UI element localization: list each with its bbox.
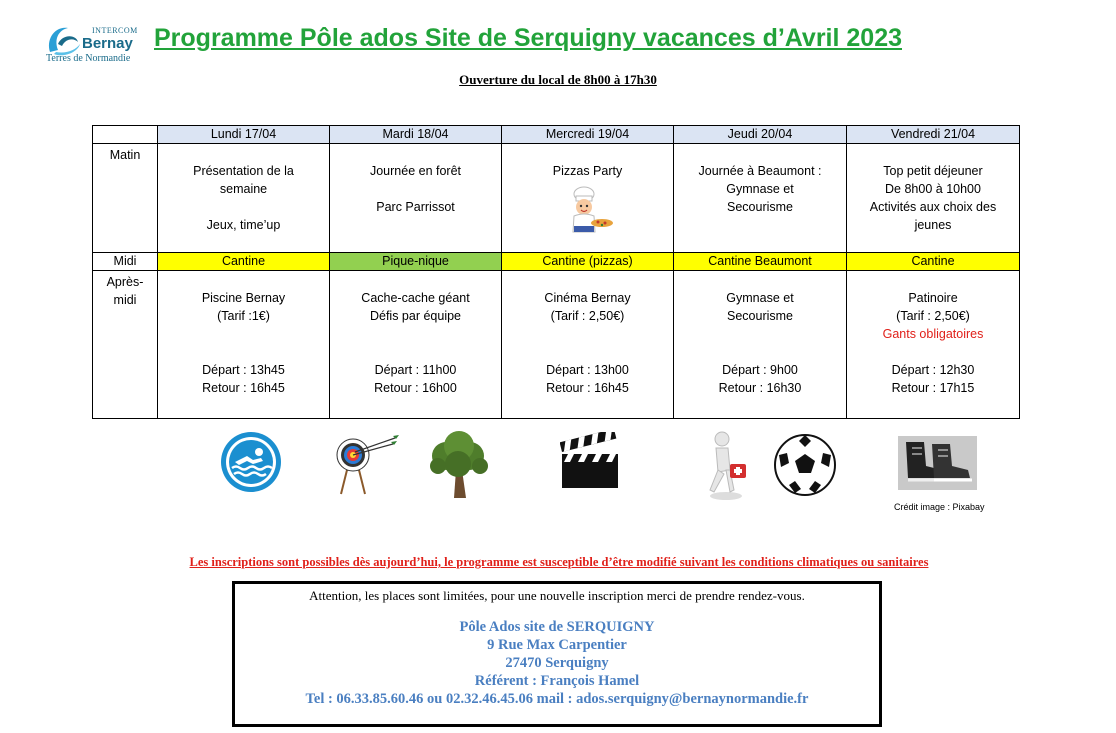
afternoon-cell-thursday — [674, 271, 847, 419]
first-aid-runner-icon — [700, 430, 752, 502]
cell-line: Présentation de la — [193, 164, 294, 178]
contact-street: 9 Rue Max Carpentier — [487, 637, 627, 653]
contact-city: 27470 Serquigny — [505, 655, 609, 671]
cell-line — [330, 180, 501, 198]
return-time: Retour : 16h45 — [202, 381, 285, 395]
afternoon-row — [93, 271, 1020, 419]
swimming-icon — [219, 430, 283, 494]
cell-line: Parc Parrissot — [376, 200, 455, 214]
row-label-apres-midi — [93, 271, 158, 419]
morning-cell-tuesday — [330, 144, 502, 253]
contact-box — [232, 581, 882, 727]
morning-cell-thursday — [674, 144, 847, 253]
afternoon-cell-wednesday — [502, 271, 674, 419]
page-title-text: Programme Pôle ados Site de Serquigny vacances d’Avril 2023 — [154, 24, 902, 52]
return-time: Retour : 16h00 — [374, 381, 457, 395]
morning-cell-friday — [847, 144, 1020, 253]
departure-time: Départ : 11h00 — [374, 363, 457, 377]
contact-details — [235, 618, 879, 708]
logo-intercom-text: INTERCOM — [92, 26, 138, 35]
day-header-row — [93, 126, 1020, 144]
morning-cell-monday — [158, 144, 330, 253]
corner-cell — [93, 126, 158, 144]
cell-line: Top petit déjeuner — [883, 164, 983, 178]
lunch-row — [93, 253, 1020, 271]
cell-line: Gymnase et — [726, 291, 794, 305]
departure-time: Départ : 9h00 — [722, 363, 798, 377]
row-label-midi: Midi — [93, 253, 158, 271]
cell-line: Activités aux choix des — [869, 200, 997, 214]
lunch-cell-friday: Cantine — [847, 253, 1020, 271]
row-label-matin: Matin — [93, 144, 158, 253]
cell-line: jeunes — [914, 218, 952, 232]
cell-line: Secourisme — [727, 309, 793, 323]
chef-pizza-icon — [562, 186, 614, 234]
cell-line: Gymnase et — [726, 182, 794, 196]
departure-time: Départ : 13h00 — [546, 363, 629, 377]
cell-line: Journée à Beaumont : — [698, 164, 822, 178]
schedule-table — [92, 125, 1020, 419]
cell-line: Pizzas Party — [552, 164, 623, 178]
cell-line: De 8h00 à 10h00 — [885, 182, 981, 196]
clapperboard-icon — [560, 432, 622, 490]
day-header-wednesday: Mercredi 19/04 — [502, 126, 674, 144]
day-header-monday: Lundi 17/04 — [158, 126, 330, 144]
departure-time: Départ : 12h30 — [891, 363, 975, 377]
registration-notice — [0, 555, 1116, 570]
ice-skates-icon — [898, 436, 977, 490]
cell-line: Défis par équipe — [369, 309, 462, 323]
gloves-warning: Gants obligatoires — [882, 327, 984, 341]
cell-line: (Tarif : 2,50€) — [896, 309, 970, 323]
row-label-line: midi — [113, 293, 137, 307]
cell-line: Secourisme — [727, 200, 793, 214]
cell-line: semaine — [219, 182, 268, 196]
opening-hours: Ouverture du local de 8h00 à 17h30 — [459, 72, 657, 87]
page-title — [0, 24, 1116, 53]
lunch-cell-thursday: Cantine Beaumont — [674, 253, 847, 271]
return-time: Retour : 17h15 — [891, 381, 975, 395]
cell-line: Piscine Bernay — [201, 291, 286, 305]
contact-phone-email: Tel : 06.33.85.60.46 ou 02.32.46.45.06 mail : ados.serquigny@bernaynormandie.fr — [305, 691, 809, 707]
lunch-cell-tuesday: Pique-nique — [330, 253, 502, 271]
cell-line: Cache-cache géant — [361, 291, 470, 305]
return-time: Retour : 16h45 — [546, 381, 629, 395]
return-time: Retour : 16h30 — [718, 381, 802, 395]
morning-cell-wednesday — [502, 144, 674, 253]
cell-line: (Tarif : 2,50€) — [550, 309, 625, 323]
contact-referent: Référent : François Hamel — [474, 673, 640, 689]
tree-icon — [424, 430, 494, 500]
logo-bernay-text: Bernay — [82, 35, 133, 52]
cell-line: Patinoire — [908, 291, 958, 305]
attention-text: Attention, les places sont limitées, pour une nouvelle inscription merci de prendre rendez-vous. — [309, 588, 805, 603]
soccer-ball-icon — [773, 433, 837, 497]
cell-line — [158, 198, 329, 216]
row-label-line: Après- — [106, 275, 144, 289]
contact-name: Pôle Ados site de SERQUIGNY — [459, 619, 655, 635]
day-header-friday: Vendredi 21/04 — [847, 126, 1020, 144]
lunch-cell-monday: Cantine — [158, 253, 330, 271]
day-header-thursday: Jeudi 20/04 — [674, 126, 847, 144]
departure-time: Départ : 13h45 — [202, 363, 285, 377]
logo-terres-text: Terres de Normandie — [46, 53, 131, 64]
day-header-tuesday: Mardi 18/04 — [330, 126, 502, 144]
cell-line: Journée en forêt — [369, 164, 462, 178]
lunch-cell-wednesday: Cantine (pizzas) — [502, 253, 674, 271]
morning-row — [93, 144, 1020, 253]
afternoon-cell-tuesday — [330, 271, 502, 419]
afternoon-cell-friday — [847, 271, 1020, 419]
cell-line: (Tarif :1€) — [217, 309, 270, 323]
cell-line: Cinéma Bernay — [544, 291, 631, 305]
image-credit: Crédit image : Pixabay — [894, 502, 985, 512]
cell-line: Jeux, time’up — [206, 218, 281, 232]
archery-target-icon — [333, 430, 399, 496]
registration-notice-text: Les inscriptions sont possibles dès aujourd’hui, le programme est susceptible d’être modifié suivant les conditions climatiques ou sanitaires — [189, 555, 929, 569]
afternoon-cell-monday — [158, 271, 330, 419]
